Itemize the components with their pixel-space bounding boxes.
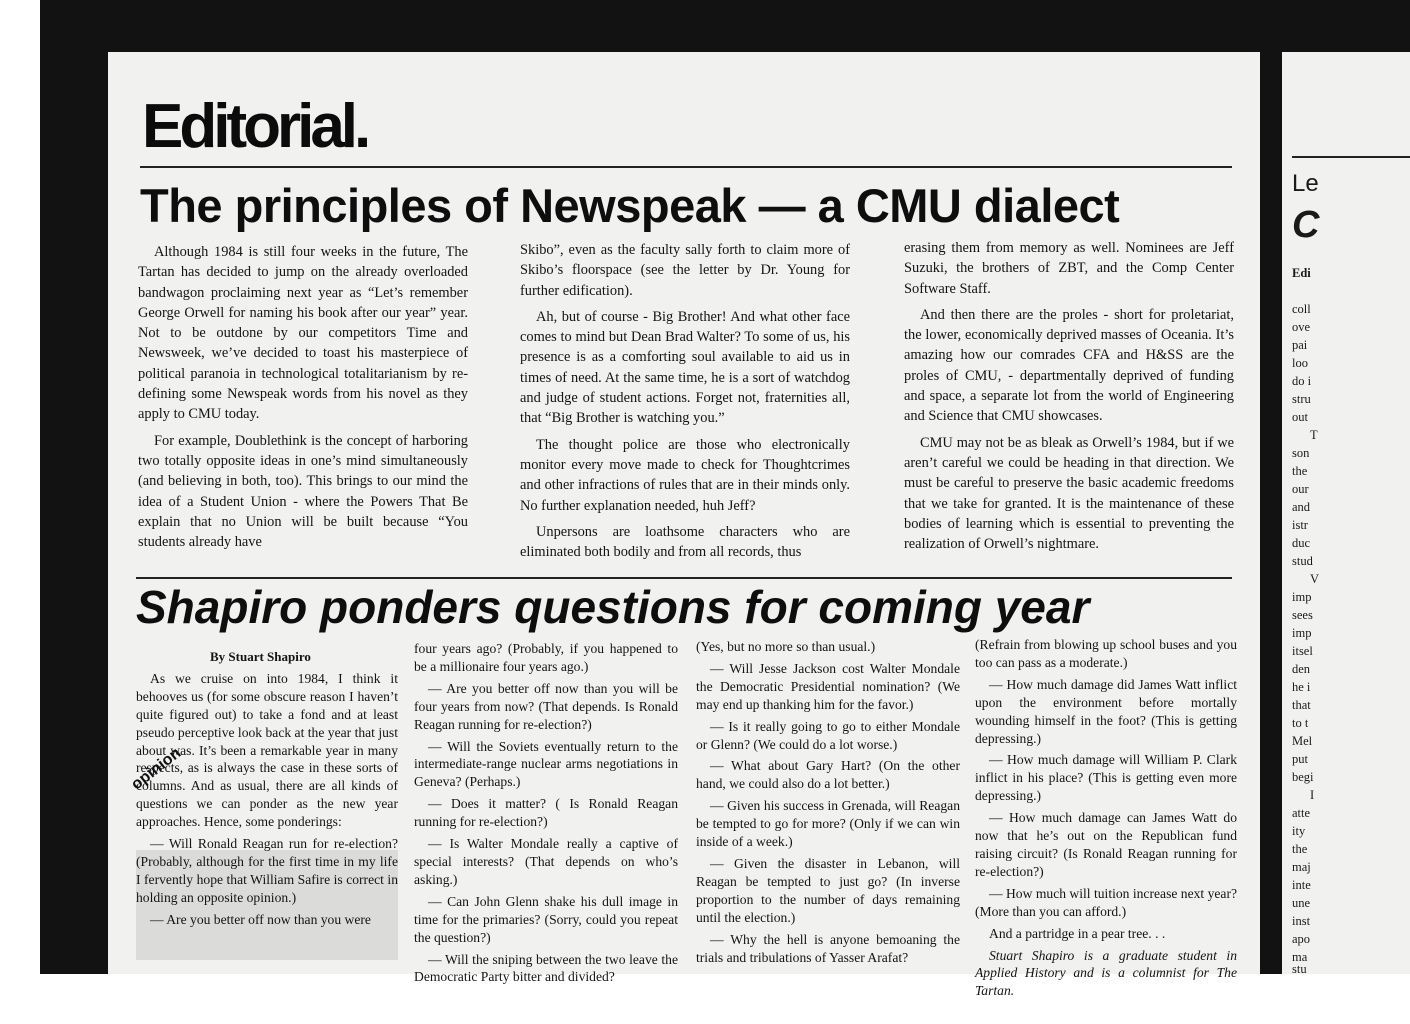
adjacent-fragment: Mel <box>1292 734 1313 748</box>
paragraph: For example, Doublethink is the concept of harboring two totally opposite ideas in one’s mind simultaneously (and believing in both, too). This brings to our mind the idea of a Student Union - where the Powers That Be explain that no Union will be built because “You students already have <box>138 432 468 551</box>
adjacent-fragment: den <box>1292 662 1311 676</box>
paragraph: The thought police are those who electronically monitor every move made to check for Thoughtcrimes and other infractions of rules that are in their minds only. No further explanation needed, huh Jeff? <box>520 436 850 514</box>
adjacent-fragment: maj <box>1292 860 1311 874</box>
adjacent-rule <box>1292 156 1410 158</box>
paragraph: erasing them from memory as well. Nominees are Jeff Suzuki, the brothers of ZBT, and the Comp Center Software Staff. <box>904 240 1234 297</box>
adjacent-fragment: our <box>1292 482 1309 496</box>
adjacent-fragment: pai <box>1292 338 1308 352</box>
adjacent-fragment: apo <box>1292 932 1311 946</box>
adjacent-fragment: inte <box>1292 878 1311 892</box>
adjacent-fragment: V <box>1310 572 1320 586</box>
masthead-rule <box>140 166 1232 168</box>
adjacent-fragment: ove <box>1292 320 1311 334</box>
adjacent-fragment: out <box>1292 410 1308 424</box>
adjacent-fragment: I <box>1310 788 1315 802</box>
adjacent-fragment: une <box>1292 896 1311 910</box>
adjacent-fragment: itsel <box>1292 644 1313 658</box>
byline: By Stuart Shapiro <box>210 649 311 664</box>
adjacent-fragment: duc <box>1292 536 1311 550</box>
paragraph: Although 1984 is still four weeks in the future, The Tartan has decided to jump on the already overloaded bandwagon proclaiming next year as “Let’s remember George Orwell for naming his book after our year” year. Not to be outdone by our competitors Time and Newsweek, we’ve decided to toast his masterpiece of political paranoia in technological totalitarianism by re-defining some Newspeak words from his novel as they apply to CMU today. <box>138 244 468 423</box>
paragraph: — Given the disaster in Lebanon, will Reagan be tempted to just go? (In inverse proportion to the number of days remaining until the election.) <box>696 855 960 925</box>
adjacent-fragment: stud <box>1292 554 1313 568</box>
editorial-column-3 <box>904 238 1234 578</box>
adjacent-fragment: loo <box>1292 356 1308 370</box>
adjacent-fragment: T <box>1310 428 1318 442</box>
adjacent-fragment: begi <box>1292 770 1314 784</box>
adjacent-fragment: do i <box>1292 374 1312 388</box>
page-gutter <box>1260 52 1282 974</box>
paragraph: Skibo”, even as the faculty sally forth to claim more of Skibo’s floorspace (see the letter by Dr. Young for further edification). <box>520 242 850 299</box>
adjacent-fragment: inst <box>1292 914 1311 928</box>
column-4 <box>975 636 1238 999</box>
author-note: Stuart Shapiro is a graduate student in Applied History and is a columnist for The Tartan. <box>975 947 1237 999</box>
adjacent-fragment: Le <box>1292 170 1319 197</box>
adjacent-fragment: ity <box>1292 824 1306 838</box>
adjacent-fragment: son <box>1292 446 1310 460</box>
adjacent-fragment: that <box>1292 698 1311 712</box>
paragraph: — Given his success in Grenada, will Reagan be tempted to go for more? (Only if we can win inside of a week.) <box>696 798 960 850</box>
section-rule <box>136 577 1232 579</box>
paragraph: — How much damage will William P. Clark inflict in his place? (This is getting even more depressing.) <box>975 752 1237 804</box>
paragraph: And then there are the proles - short for proletariat, the lower, economically deprived masses of Oceania. It’s amazing how our comrades CFA and H&SS are the proles of CMU, - departmentally deprived of funding and space, a separate lot from the world of Engineering and Science that CMU showcases. <box>904 306 1234 425</box>
adjacent-fragment: put <box>1292 752 1308 766</box>
paragraph: (Yes, but no more so than usual.) <box>696 639 876 654</box>
paragraph: — Can John Glenn shake his dull image in time for the primaries? (Sorry, could you repeat the question?) <box>414 893 678 945</box>
adjacent-fragment: istr <box>1292 518 1308 532</box>
adjacent-fragment: to t <box>1292 716 1309 730</box>
paragraph: Ah, but of course - Big Brother! And what other face comes to mind but Dean Brad Walter? To some of us, his presence is as a comforting soul available to aid us in times of need. At the same time, he is a sort of watchdog and judge of student actions. Forget not, fraternities all, that “Big Brother is watching you.” <box>520 308 850 427</box>
column-3 <box>696 638 960 964</box>
paragraph: (Refrain from blowing up school buses and you too can pass as a moderate.) <box>975 637 1237 670</box>
adjacent-fragment: stu <box>1292 962 1307 976</box>
paragraph: — Does it matter? ( Is Ronald Reagan running for re-election?) <box>414 796 678 830</box>
scan-top-border <box>0 0 1410 52</box>
paragraph: — How much damage can James Watt do now that he’s out on the Republican fund raising circuit? (Is Ronald Reagan running for re-election?) <box>975 810 1237 879</box>
paragraph: — How much will tuition increase next year? (More than you can afford.) <box>975 885 1238 919</box>
paragraph: — Will the Soviets eventually return to the intermediate-range nuclear arms negotiations in Geneva? (Perhaps.) <box>414 738 678 790</box>
adjacent-fragment: he i <box>1292 680 1311 694</box>
adjacent-fragment: C <box>1292 204 1320 246</box>
editorial-headline: The principles of Newspeak — a CMU dialect <box>140 179 1120 232</box>
adjacent-fragment: the <box>1292 842 1308 856</box>
paragraph: — How much damage did James Watt inflict upon the environment before mortally wounding himself in the foot? (This is getting depressing.) <box>975 676 1237 746</box>
paragraph: And a partridge in a pear tree. . . <box>989 925 1166 941</box>
adjacent-fragment: coll <box>1292 302 1311 316</box>
scan-left-border <box>40 52 110 974</box>
paragraph: Unpersons are loathsome characters who are eliminated both bodily and from all records, thus <box>520 523 850 561</box>
paragraph: — Are you better off now than you will be four years from now? (That depends. Is Ronald Reagan running for re-election?) <box>414 680 678 732</box>
adjacent-fragment: ma <box>1292 950 1308 964</box>
paragraph: — Will the sniping between the two leave the Democratic Party bitter and divided? <box>414 951 678 985</box>
paragraph: — Is Walter Mondale really a captive of special interests? (That depends on who’s asking.) <box>414 836 678 887</box>
editorial-column-2 <box>520 240 850 578</box>
adjacent-fragment: sees <box>1292 608 1313 622</box>
adjacent-fragment: the <box>1292 464 1308 478</box>
paragraph: — What about Gary Hart? (On the other hand, we could also do a lot better.) <box>696 758 960 792</box>
adjacent-fragment: imp <box>1292 626 1312 640</box>
scan-margin <box>0 0 40 1024</box>
adjacent-fragment: and <box>1292 500 1311 514</box>
paragraph: As we cruise on into 1984, I think it behooves us (for some obscure reason I haven’t quite figured out) to take a fond and at least pseudo perceptive look back at the year that just about was. It’s been a remarkable year in many respects, as is always the case in these sorts of columns. And as usual, there are all kinds of questions we can ponder as the new year approaches. Hence, some ponderings: <box>136 670 398 830</box>
paragraph: CMU may not be as bleak as Orwell’s 1984, but if we aren’t careful we could be heading in that direction. We must be careful to preserve the basic academic freedoms that we take for granted. It is the maintenance of these bodies of learning which is essential to preventing the realization of Orwell’s nightmare. <box>904 434 1234 553</box>
column-2 <box>414 640 678 985</box>
paragraph: — Is it really going to go to either Mondale or Glenn? (We could do a lot worse.) <box>696 718 960 752</box>
editorial-masthead: Editorial. <box>142 92 368 161</box>
opinion-stamp: opinion <box>128 744 185 794</box>
column-headline: Shapiro ponders questions for coming year <box>136 581 1090 633</box>
paragraph: — Will Jesse Jackson cost Walter Mondale the Democratic Presidential nomination? (We may end up thanking him for the favor.) <box>696 660 960 712</box>
paragraph: — Why the hell is anyone bemoaning the trials and tribulations of Yasser Arafat? <box>696 931 960 965</box>
paragraph: four years ago? (Probably, if you happened to be a millionaire four years ago.) <box>414 641 678 674</box>
paragraph: — Will Ronald Reagan run for re-election? (Probably, although for the first time in my life I fervently hope that William Safire is correct in holding an opposite opinion.) <box>136 836 398 905</box>
adjacent-fragment: imp <box>1292 590 1312 604</box>
adjacent-fragment: atte <box>1292 806 1311 820</box>
editorial-column-1 <box>138 242 468 578</box>
adjacent-fragment: Edi <box>1292 266 1311 280</box>
paragraph: — Are you better off now than you were <box>150 911 371 927</box>
adjacent-fragment: stru <box>1292 392 1311 406</box>
